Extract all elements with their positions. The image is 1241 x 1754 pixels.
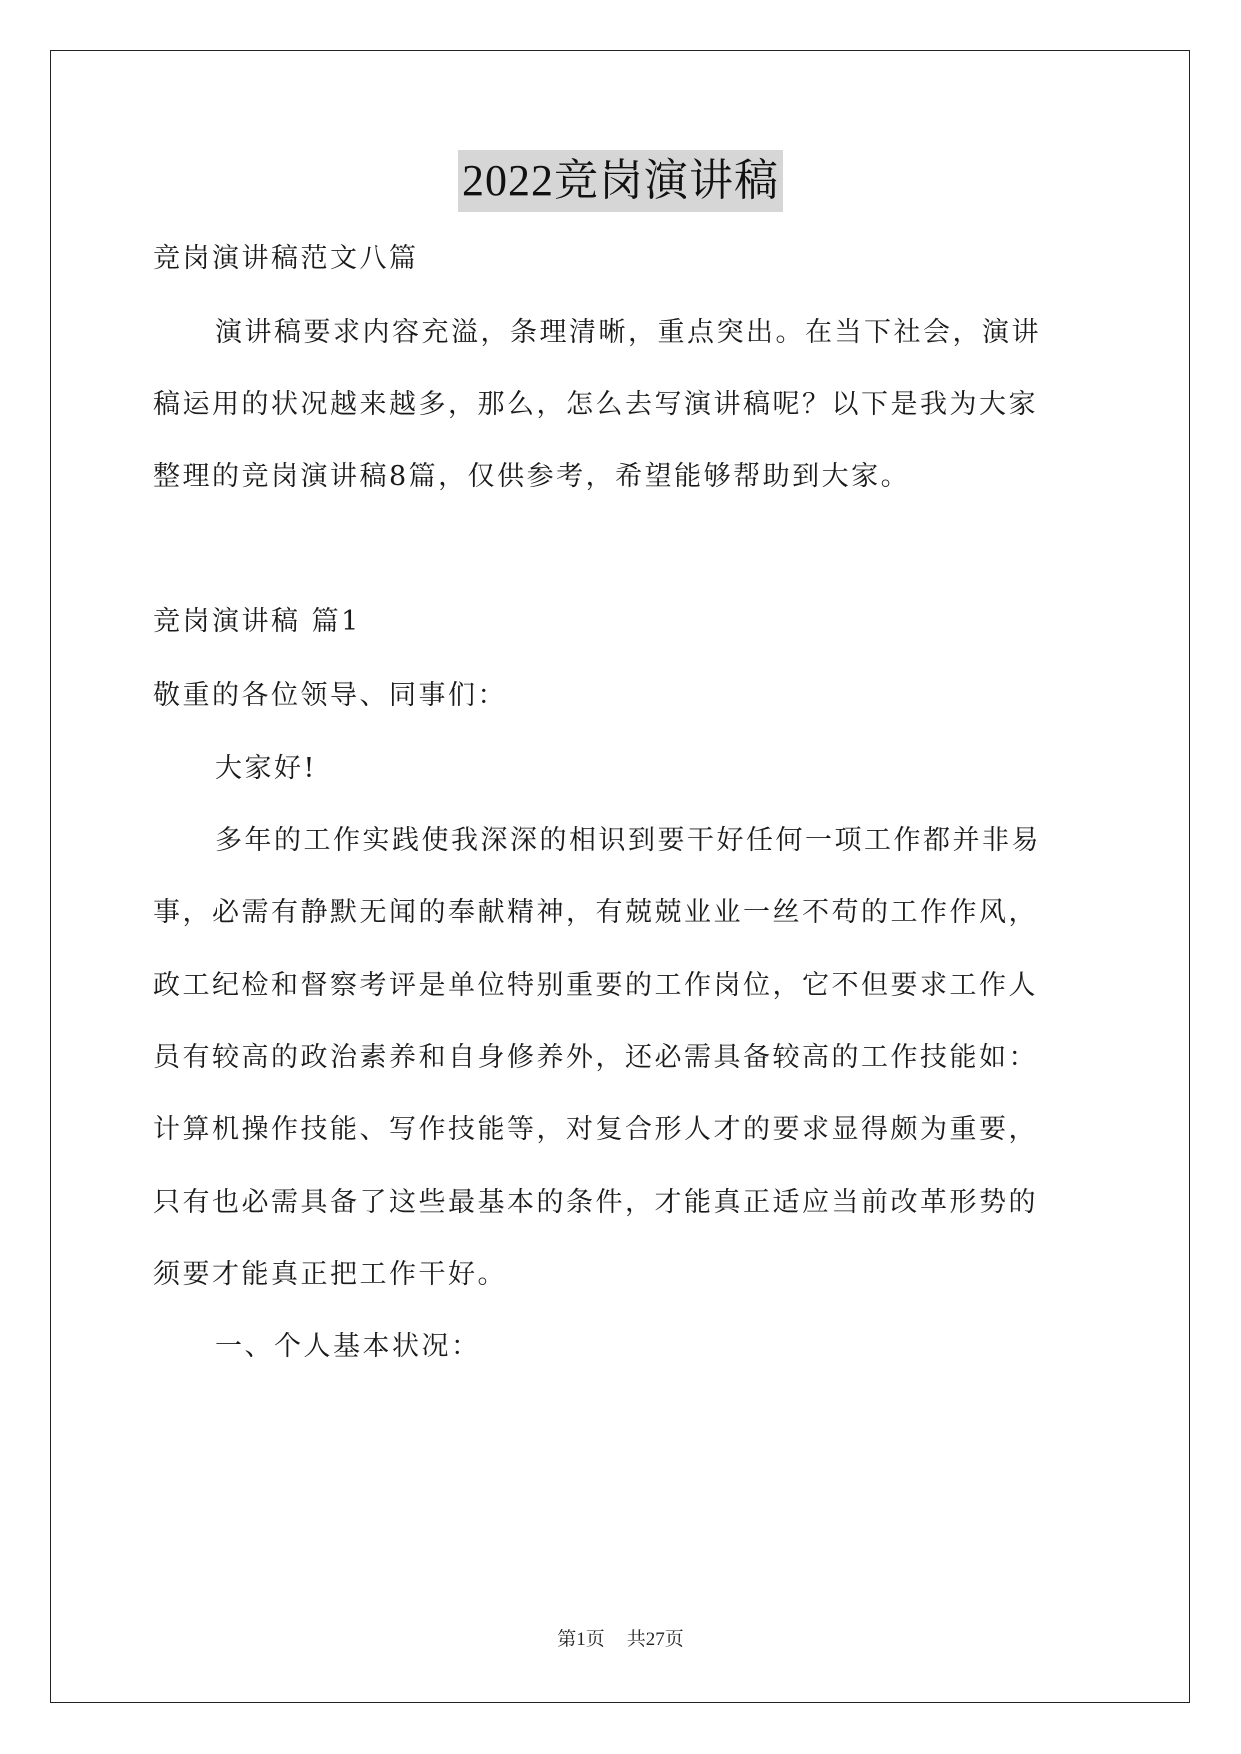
intro-line-3: 整理的竞岗演讲稿8篇，仅供参考，希望能够帮助到大家。 xyxy=(153,461,911,492)
document-title: 2022竞岗演讲稿 xyxy=(458,150,783,212)
document-subtitle: 竞岗演讲稿范文八篇 xyxy=(153,243,419,274)
body-line-1: 多年的工作实践使我深深的相识到要干好任何一项工作都并非易 xyxy=(215,825,1041,856)
body-line-6: 只有也必需具备了这些最基本的条件，才能真正适应当前改革形势的 xyxy=(153,1187,1038,1218)
body-line-4: 员有较高的政治素养和自身修养外，还必需具备较高的工作技能如： xyxy=(153,1042,1038,1073)
body-line-5: 计算机操作技能、写作技能等，对复合形人才的要求显得颇为重要， xyxy=(153,1114,1038,1145)
salutation: 敬重的各位领导、同事们： xyxy=(153,680,507,711)
intro-line-1: 演讲稿要求内容充溢，条理清晰，重点突出。在当下社会，演讲 xyxy=(215,317,1041,348)
page-frame xyxy=(50,50,1190,1703)
intro-line-2: 稿运用的状况越来越多，那么，怎么去写演讲稿呢？以下是我为大家 xyxy=(153,389,1038,420)
greeting: 大家好! xyxy=(215,753,317,784)
subheading: 一、个人基本状况： xyxy=(215,1331,481,1362)
section-heading: 竞岗演讲稿 篇1 xyxy=(153,606,361,637)
body-line-7: 须要才能真正把工作干好。 xyxy=(153,1259,507,1290)
page-number: 第1页 xyxy=(557,1629,605,1650)
page-footer xyxy=(0,1624,1241,1651)
body-line-3: 政工纪检和督察考评是单位特别重要的工作岗位，它不但要求工作人 xyxy=(153,970,1038,1001)
page-total: 共27页 xyxy=(626,1629,684,1650)
body-line-2: 事，必需有静默无闻的奉献精神，有兢兢业业一丝不苟的工作作风， xyxy=(153,897,1038,928)
title-area xyxy=(0,150,1241,212)
